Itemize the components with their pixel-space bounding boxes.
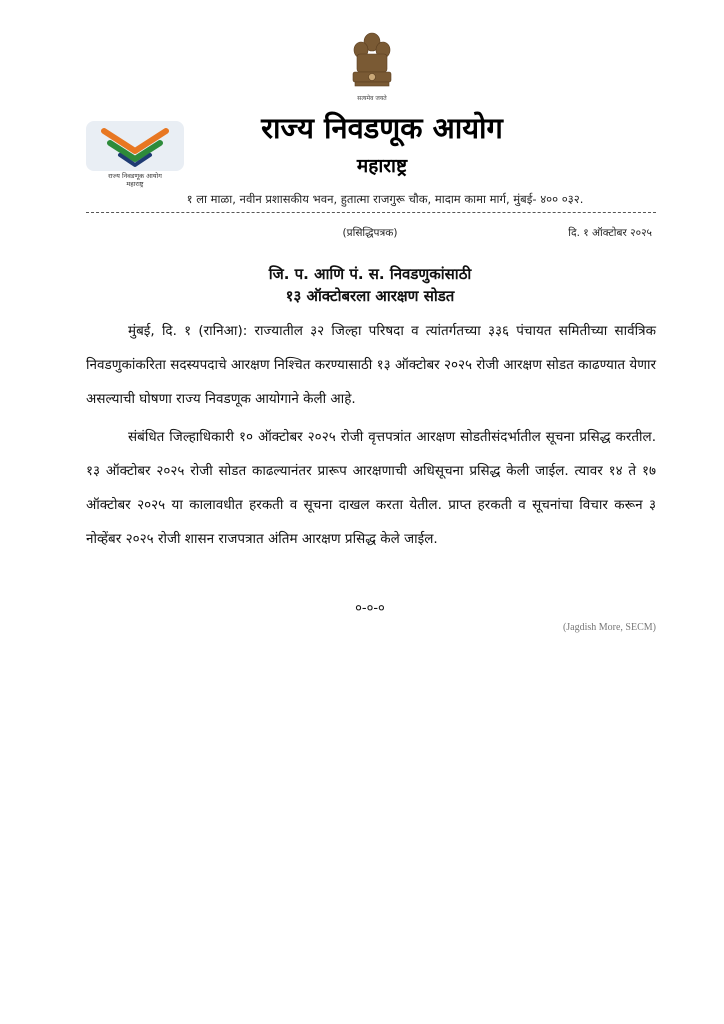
press-release-label: (प्रसिद्धिपत्रक) bbox=[342, 227, 398, 239]
check-mark-logo-icon bbox=[86, 121, 184, 171]
signature-line: (Jagdish More, SECM) bbox=[562, 622, 656, 633]
release-date: दि. १ ऑक्टोबर २०२५ bbox=[568, 227, 652, 239]
emblem-motto: सत्यमेव जयते bbox=[357, 95, 387, 102]
headline-line-2: १३ ऑक्टोबरला आरक्षण सोडत bbox=[285, 287, 455, 305]
body-paragraph-1: मुंबई, दि. १ (रानिआ): राज्यातील ३२ जिल्हा परिषदा व त्यांतर्गतच्या ३३६ पंचायत समितीच्या सार्वत्रिक निवडणुकांकरिता सदस्यपदाचे आरक्षण निश्चित करण्यासाठी १३ ऑक्टोबर २०२५ रोजी आरक्षण सोडत काढण्यात येणार असल्याची घोषणा राज्य निवडणूक आयोगाने केली आहे. bbox=[86, 323, 656, 407]
header-divider bbox=[86, 212, 656, 213]
closing-mark: ०-०-० bbox=[355, 601, 385, 616]
commission-state: महाराष्ट्र bbox=[356, 155, 408, 177]
commission-title: राज्य निवडणूक आयोग bbox=[261, 111, 503, 145]
headline-line-1: जि. प. आणि पं. स. निवडणुकांसाठी bbox=[268, 265, 472, 283]
logo-caption-name: राज्य निवडणूक आयोग bbox=[108, 172, 162, 180]
commission-logo bbox=[86, 121, 184, 171]
logo-caption-state: महाराष्ट्र bbox=[126, 180, 144, 189]
body-paragraph-2: संबंधित जिल्हाधिकारी १० ऑक्टोबर २०२५ रोजी वृत्तपत्रांत आरक्षण सोडतीसंदर्भातील सूचना प्रसिद्ध करतील. १३ ऑक्टोबर २०२५ रोजी सोडत काढल्यानंतर प्रारूप आरक्षणाची अधिसूचना प्रसिद्ध केली जाईल. त्यावर १४ ते १७ ऑक्टोबर २०२५ या कालावधीत हरकती व सूचना दाखल करता येतील. प्राप्त हरकती व सूचनांचा विचार करून ३ नोव्हेंबर २०२५ रोजी शासन राजपत्रात अंतिम आरक्षण प्रसिद्ध केले जाईल. bbox=[86, 429, 656, 547]
logo-caption bbox=[86, 172, 184, 189]
national-emblem bbox=[345, 30, 399, 94]
office-address: १ ला माळा, नवीन प्रशासकीय भवन, हुतात्मा राजगुरू चौक, मादाम कामा मार्ग, मुंबई- ४०० ०३२. bbox=[186, 192, 584, 206]
